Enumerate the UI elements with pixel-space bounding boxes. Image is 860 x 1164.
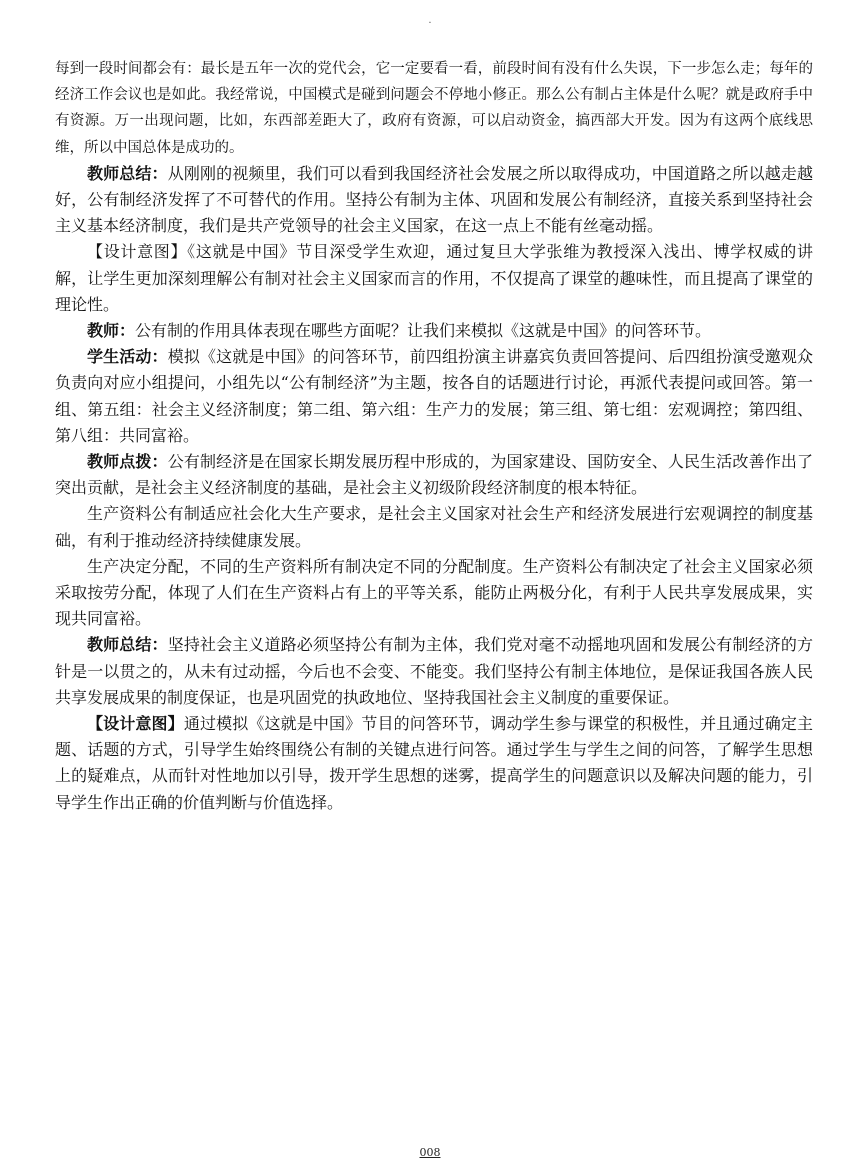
paragraph-text: 从刚刚的视频里，我们可以看到我国经济社会发展之所以取得成功，中国道路之所以越走越好，公有制经济发挥了不可替代的作用。坚持公有制为主体、巩固和发展公有制经济，直接关系到坚持社会主义基本经济制度，我们是共产党领导的社会主义国家，在这一点上不能有丝毫动摇。 (55, 163, 813, 236)
paragraph-text: 【设计意图】《这就是中国》节目深受学生欢迎，通过复旦大学张维为教授深入浅出、博学权威的讲解，让学生更加深刻理解公有制对社会主义国家而言的作用，不仅提高了课堂的趣味性，而且提高了课堂的理论性。 (55, 242, 813, 314)
paragraph-label: 教师总结： (87, 163, 168, 183)
header-mark: . (428, 15, 432, 26)
paragraph-label: 教师总结： (87, 635, 168, 655)
paragraph-label: 学生活动： (87, 347, 168, 367)
paragraph-label: 教师： (87, 321, 136, 341)
paragraph-label: 【设计意图】 (87, 714, 184, 734)
paragraph-design-intent-1 (55, 239, 813, 318)
page-number: 008 (419, 1146, 441, 1159)
paragraph-text: 坚持社会主义道路必须坚持公有制为主体，我们党对毫不动摇地巩固和发展公有制经济的方针是一以贯之的，从未有过动摇，今后也不会变、不能变。我们坚持公有制主体地位，是保证我国各族人民共享发展成果的制度保证，也是巩固党的执政地位、坚持我国社会主义制度的重要保证。 (55, 635, 813, 707)
paragraph-text: 通过模拟《这就是中国》节目的问答环节，调动学生参与课堂的积极性，并且通过确定主题、话题的方式，引导学生始终围绕公有制的关键点进行问答。通过学生与学生之间的问答，了解学生思想上的疑难点，从而针对性地加以引导，拨开学生思想的迷雾，提高学生的问题意识以及解决问题的能力，引导学生作出正确的价值判断与价值选择。 (55, 714, 813, 812)
paragraph-teacher-summary-1 (55, 161, 813, 240)
paragraph-label: 教师点拨： (87, 452, 168, 472)
paragraph-distribution (55, 554, 813, 633)
paragraph-design-intent-2 (55, 711, 813, 816)
paragraph-macro-control (55, 501, 813, 553)
paragraph-text: 生产决定分配，不同的生产资料所有制决定不同的分配制度。生产资料公有制决定了社会主义国家必须采取按劳分配，体现了人们在生产资料占有上的平等关系，能防止两极分化，有利于人民共享发展成果，实现共同富裕。 (55, 556, 813, 629)
paragraph-text: 模拟《这就是中国》的问答环节，前四组扮演主讲嘉宾负责回答提问、后四组扮演受邀观众负责向对应小组提问，小组先以“公有制经济”为主题，按各自的话题进行讨论，再派代表提问或回答。第一组、第五组：社会主义经济制度；第二组、第六组：生产力的发展；第三组、第七组：宏观调控；第四组、第八组：共同富裕。 (55, 347, 813, 445)
paragraph-student-activity (55, 344, 813, 449)
paragraph-text: 每到一段时间都会有：最长是五年一次的党代会，它一定要看一看，前段时间有没有什么失误，下一步怎么走；每年的经济工作会议也是如此。我经常说，中国模式是碰到问题会不停地小修正。那么公有制占主体是什么呢？就是政府手中有资源。万一出现问题，比如，东西部差距大了，政府有资源，可以启动资金，搞西部大开发。因为有这两个底线思维，所以中国总体是成功的。 (55, 61, 813, 156)
paragraph-continuation (55, 56, 813, 161)
paragraph-text: 公有制经济是在国家长期发展历程中形成的，为国家建设、国防安全、人民生活改善作出了突出贡献，是社会主义经济制度的基础，是社会主义初级阶段经济制度的根本特征。 (55, 452, 813, 498)
paragraph-text: 公有制的作用具体表现在哪些方面呢？让我们来模拟《这就是中国》的问答环节。 (135, 321, 712, 341)
paragraph-teacher-question (55, 318, 813, 344)
paragraph-teacher-guidance (55, 449, 813, 501)
paragraph-text: 生产资料公有制适应社会化大生产要求，是社会主义国家对社会生产和经济发展进行宏观调控的制度基础，有利于推动经济持续健康发展。 (55, 504, 813, 550)
paragraph-teacher-summary-2 (55, 632, 813, 711)
document-body (55, 56, 813, 816)
